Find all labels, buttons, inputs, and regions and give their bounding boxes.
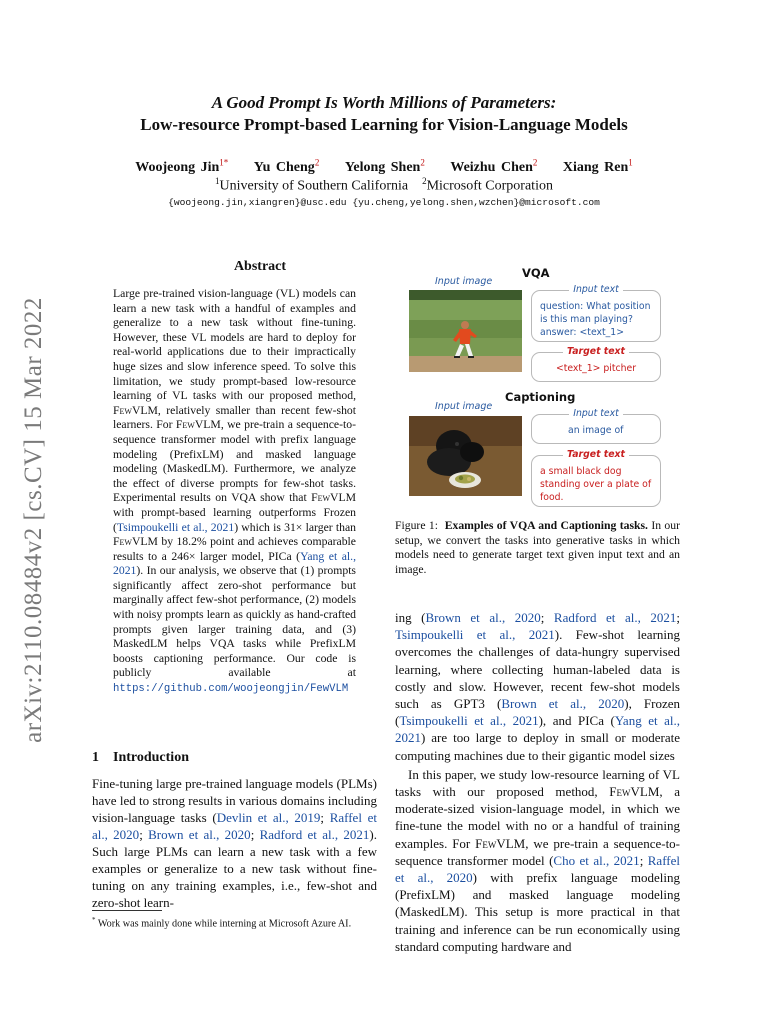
captioning-target-text-box xyxy=(531,449,661,507)
affiliation-usc: University of Southern California xyxy=(219,178,409,194)
paper-title-line1: A Good Prompt Is Worth Millions of Parameters: xyxy=(211,93,557,112)
author xyxy=(562,157,633,175)
method-name: FewVLM xyxy=(609,784,660,800)
footnote-text: Work was mainly done while interning at Microsoft Azure AI. xyxy=(97,918,352,930)
method-name: FewVLM xyxy=(113,403,158,417)
captioning-input-image-label: Input image xyxy=(435,401,493,412)
vqa-target-text: <text_1> pitcher xyxy=(555,363,637,374)
author-name: Xiang Ren xyxy=(562,159,629,175)
affil-sup: 2 xyxy=(422,176,427,186)
baseball-pitcher-photo xyxy=(409,290,522,372)
author xyxy=(253,157,320,175)
citation-link[interactable]: Tsimpoukelli et al., 2021 xyxy=(116,520,235,534)
author-name: Woojeong Jin xyxy=(135,159,220,175)
method-name: FewVLM xyxy=(175,418,221,432)
vqa-input-text-label: Input text xyxy=(569,284,623,295)
citation-link[interactable]: Raffel et al., 2020 xyxy=(92,810,377,842)
captioning-input-text: an image of xyxy=(568,425,624,436)
author-sup: 2 xyxy=(532,157,538,167)
method-name: FewVLM xyxy=(311,491,356,505)
footnote-mark: * xyxy=(92,916,96,924)
footnote xyxy=(92,914,377,930)
author-sup: 2 xyxy=(420,157,425,167)
caption-title: Examples of VQA and Captioning tasks. xyxy=(444,519,648,532)
caption-text: In our setup, we convert the tasks into generative tasks in which models need to generate target text given input text and an image. xyxy=(395,519,681,576)
vqa-task-label: VQA xyxy=(522,266,550,280)
abstract-body: Large pre-trained vision-language (VL) models can learn a new task with a handful of examples and generalize to a new task without fine-tuning. However, these VL models are hard to deploy for real-world applications due to their impractically huge sizes and slow inference speed. To solve this limitation, we study prompt-based low-resource learning of VL tasks with our proposed method, FewVLM, relatively smaller than recent few-shot learners. For FewVLM, we pre-train a sequence-to-sequence transformer model with prefix language modeling (PrefixLM) and masked language modeling (MaskedLM). Furthermore, we analyze the effect of diverse prompts for few-shot tasks. Experimental results on VQA show that FewVLM with prompt-based learning outperforms Frozen (Tsimpoukelli et al., 2021) which is 31× larger than FewVLM by 18.2% point and achieves comparable results to a 246× larger model, PICa (Yang et al., 2021). In our analysis, we observe that (1) prompts significantly affect zero-shot performance but marginally affect few-shot performance, (2) models with noisy prompts learn as quickly as hand-crafted prompts given larger training data, and (3) MaskedLM helps VQA tasks while PrefixLM boosts captioning performance. Our code is publicly available at https://github.com/woojeongjin/FewVLM xyxy=(113,287,356,696)
vqa-input-text: question: What position is this man playing? answer: <text_1> xyxy=(540,301,651,338)
vqa-input-text-box xyxy=(531,284,661,342)
vqa-target-text-box xyxy=(531,346,661,382)
author-name: Yu Cheng xyxy=(253,159,315,175)
vqa-target-text-label: Target text xyxy=(563,346,629,357)
footnote-rule xyxy=(92,910,162,911)
method-name: FewVLM xyxy=(113,535,158,549)
author-emails: {woojeong.jin,xiangren}@usc.edu {yu.cheng,yelong.shen,wzchen}@microsoft.com xyxy=(168,197,600,208)
citation-link[interactable]: Cho et al., 2021 xyxy=(553,852,640,868)
paper-title-line2: Low-resource Prompt-based Learning for Vision-Language Models xyxy=(140,115,628,134)
citation-link[interactable]: Radford et al., 2021 xyxy=(259,827,370,842)
dog-food-photo xyxy=(409,416,522,496)
author xyxy=(450,157,538,175)
method-name: FewVLM xyxy=(475,835,526,851)
citation-link[interactable]: Brown et al., 2020 xyxy=(425,610,541,625)
citation-link[interactable]: Brown et al., 2020 xyxy=(501,696,625,712)
section-heading-introduction xyxy=(92,750,189,766)
captioning-input-text-box xyxy=(531,408,661,444)
caption-label: Figure 1: xyxy=(395,519,438,532)
author-sup: 2 xyxy=(314,157,320,167)
intro-paragraph-right: ing (Brown et al., 2020; Radford et al., 2021; Tsimpoukelli et al., 2021). Few-shot learning overcomes the challenges of data-hungry supervised learning, where collecting human-labeled data is costly and slow. However, recent few-shot models such as GPT3 (Brown et al., 2020), Frozen (Tsimpoukelli et al., 2021), and PICa (Yang et al., 2021) are too large to deploy in small or moderate computing machines due to their gigantic model sizes In this paper, we study low-resource learning of VL tasks with our proposed method, FewVLM, a moderate-sized vision-language model, in which we fine-tune the model with no or a handful of training examples. For FewVLM, we pre-train a sequence-to-sequence transformer model (Cho et al., 2021; Raffel et al., 2020) with prefix language modeling (PrefixLM) and masked language modeling (MaskedLM). This setup is more practical in that training and inference can be run economically using standard computing hardware and xyxy=(395,610,681,954)
author-sup: 1 xyxy=(628,157,633,167)
code-url-link[interactable]: https://github.com/woojeongjin/FewVLM xyxy=(113,683,349,696)
citation-link[interactable]: Raffel et al., 2020 xyxy=(395,852,680,886)
citation-link[interactable]: Devlin et al., 2019 xyxy=(216,810,321,825)
affiliations xyxy=(0,176,768,195)
figure-1 xyxy=(395,262,685,512)
intro-paragraph-left: Fine-tuning large pre-trained language models (PLMs) have led to strong results in various domains including vision-language tasks (Devlin et al., 2019; Raffel et al., 2020; Brown et al., 2020; Radford et al., 2021). Such large PLMs can learn a new task with a few examples or generalize to a new task without fine-tuning on any training examples, i.e., few-shot and zero-shot learn- xyxy=(92,776,377,910)
affiliation-microsoft: Microsoft Corporation xyxy=(426,178,553,194)
captioning-target-text: a small black dog standing over a plate of food. xyxy=(540,466,652,503)
author-name: Weizhu Chen xyxy=(450,159,533,175)
citation-link[interactable]: Brown et al., 2020 xyxy=(148,827,251,842)
arxiv-stamp-text: arXiv:2110.08484v2 [cs.CV] 15 Mar 2022 xyxy=(20,297,47,743)
author-list xyxy=(0,157,768,176)
captioning-input-text-label: Input text xyxy=(569,408,623,419)
citation-link[interactable]: Tsimpoukelli et al., 2021 xyxy=(395,627,555,643)
author xyxy=(344,157,425,175)
captioning-task-label: Captioning xyxy=(505,390,576,404)
citation-link[interactable]: Tsimpoukelli et al., 2021 xyxy=(399,713,539,729)
author-sup: 1* xyxy=(219,157,229,167)
section-number: 1 xyxy=(92,750,99,765)
citation-link[interactable]: Yang et al., 2021 xyxy=(113,549,356,578)
figure-1-caption xyxy=(395,519,680,577)
citation-link[interactable]: Radford et al., 2021 xyxy=(553,610,677,625)
author-name: Yelong Shen xyxy=(344,159,421,175)
affil-sup: 1 xyxy=(215,176,220,186)
author xyxy=(135,157,229,175)
captioning-target-text-label: Target text xyxy=(563,449,629,460)
section-title: Introduction xyxy=(113,750,189,765)
vqa-input-image-label: Input image xyxy=(435,276,493,287)
abstract-heading: Abstract xyxy=(233,259,287,274)
arxiv-stamp xyxy=(20,200,48,840)
citation-link[interactable]: Yang et al., 2021 xyxy=(395,713,681,746)
